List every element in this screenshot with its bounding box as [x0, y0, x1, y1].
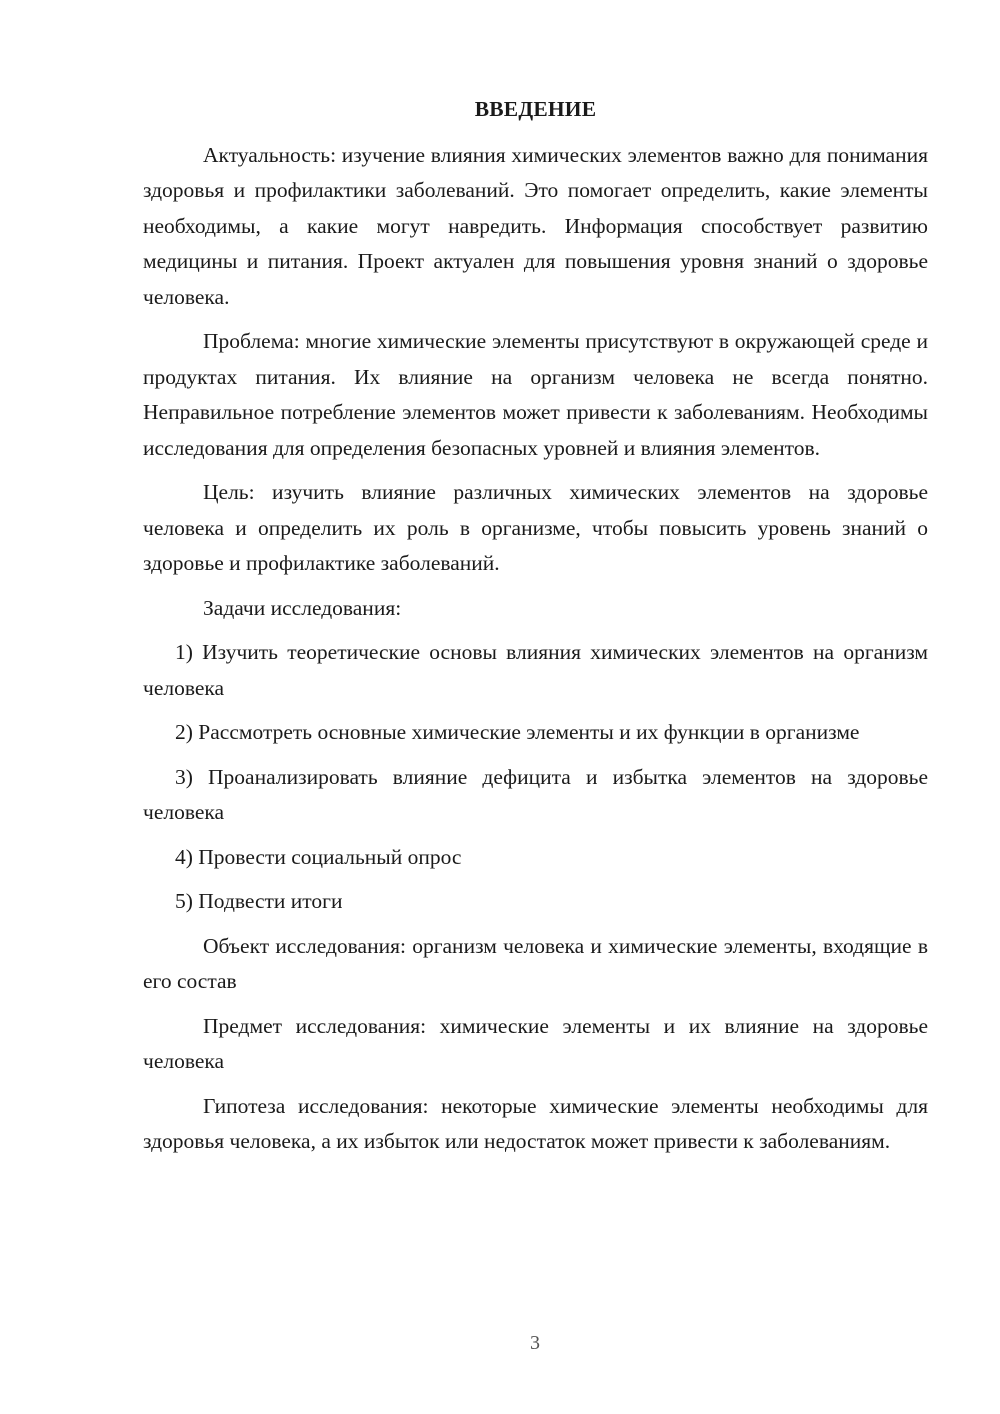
task-item-4: 4) Провести социальный опрос [175, 844, 462, 869]
page-content [143, 92, 928, 1169]
task-item-3: 3) Проанализировать влияние дефицита и избытка элементов на здоровье человека [143, 764, 928, 824]
subject-paragraph: Предмет исследования: химические элементы и их влияние на здоровье человека [143, 1013, 928, 1073]
object-paragraph: Объект исследования: организм человека и химические элементы, входящие в его состав [143, 933, 928, 993]
hypothesis-paragraph: Гипотеза исследования: некоторые химические элементы необходимы для здоровья человека, а их избыток или недостаток может привести к заболеваниям. [143, 1093, 928, 1153]
relevance-paragraph: Актуальность: изучение влияния химических элементов важно для понимания здоровья и профилактики заболеваний. Это помогает определить, какие элементы необходимы, а какие могут навредить. Информация способствует развитию медицины и питания. Проект актуален для повышения уровня знаний о здоровье человека. [143, 142, 928, 309]
goal-paragraph: Цель: изучить влияние различных химических элементов на здоровье человека и определить их роль в организме, чтобы повысить уровень знаний о здоровье и профилактике заболеваний. [143, 480, 928, 575]
tasks-heading: Задачи исследования: [203, 595, 402, 620]
problem-paragraph: Проблема: многие химические элементы присутствуют в окружающей среде и продуктах питания. Их влияние на организм человека не всегда понятно. Неправильное потребление элементов может привести к заболеваниям. Необходимы исследования для определения безопасных уровней и влияния элементов. [143, 329, 928, 460]
task-item-5: 5) Подвести итоги [175, 889, 343, 913]
task-item-1: 1) Изучить теоретические основы влияния химических элементов на организм человека [143, 640, 928, 700]
tasks-list [143, 635, 928, 920]
page-number: 3 [530, 1332, 540, 1354]
page-title: ВВЕДЕНИЕ [474, 97, 597, 121]
task-item-2: 2) Рассмотреть основные химические элементы и их функции в организме [175, 720, 860, 744]
